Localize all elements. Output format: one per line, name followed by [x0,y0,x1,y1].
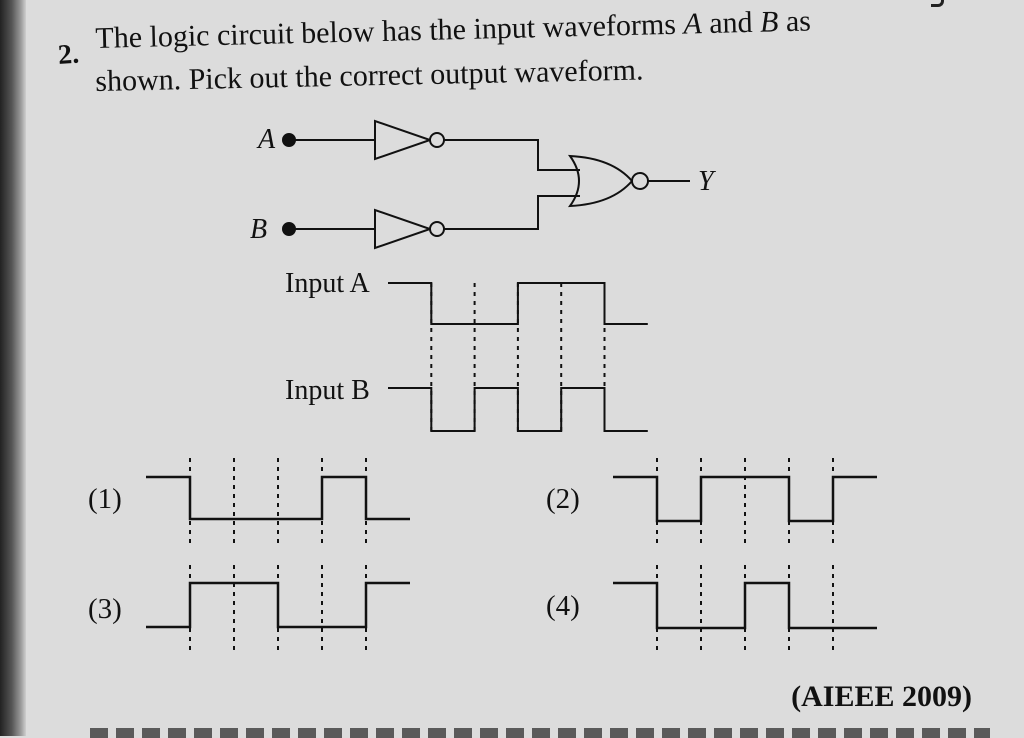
input-a-wave-label: Input A [285,268,370,299]
answer-options [88,458,877,655]
option-3-label: (3) [88,593,122,625]
input-b-wave-label: Input B [285,375,370,406]
input-waveforms [285,268,648,432]
not-gate-b-bubble [430,222,444,236]
nor-gate-bubble [632,173,648,189]
option-1-label: (1) [88,483,122,515]
input-a-label: A [258,124,276,155]
wire-a-to-nor [444,140,580,170]
input-b-label: B [250,214,268,245]
option-2-label: (2) [546,483,580,515]
not-gate-b [375,210,430,248]
exam-source: (AIEEE 2009) [791,680,972,713]
question-text-line-2: shown. Pick out the correct output waveform. [95,53,644,98]
not-gate-a [375,121,430,159]
logic-circuit [250,121,717,248]
not-gate-a-bubble [430,133,444,147]
option-4[interactable] [546,565,877,655]
question-number: 2. [57,38,81,71]
option-1[interactable] [88,458,410,545]
question-text-line-1: The logic circuit below has the input waveforms A and B as [95,4,812,55]
option-4-label: (4) [546,590,580,622]
output-y-label: Y [698,166,714,197]
option-3[interactable] [88,565,410,655]
wire-b-to-nor [444,196,580,229]
option-2[interactable] [546,458,877,545]
nor-gate [570,156,632,206]
